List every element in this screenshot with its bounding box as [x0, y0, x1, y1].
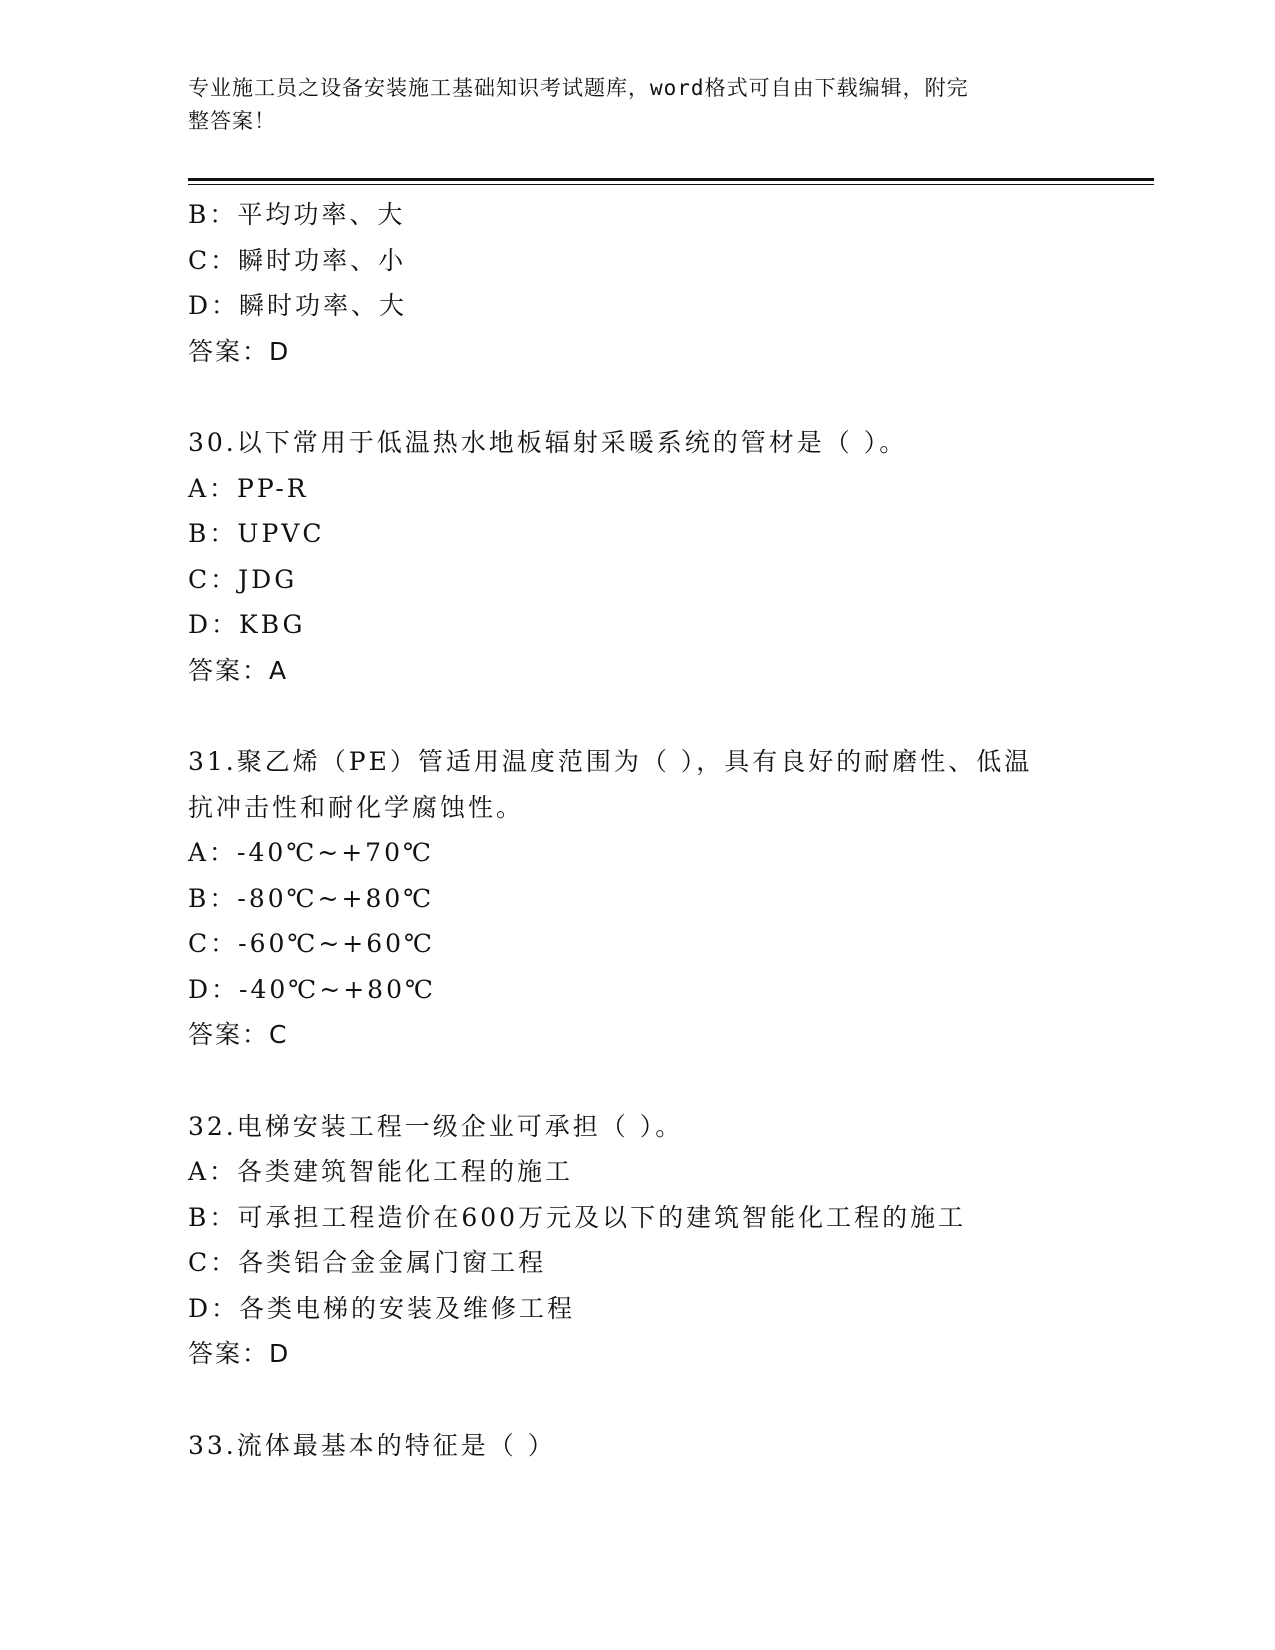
question-30: [188, 420, 1108, 693]
header-rule-thin: [188, 184, 1154, 185]
option-d: D：各类电梯的安装及维修工程: [188, 1293, 576, 1323]
answer-line: 答案：D: [188, 1339, 291, 1368]
option-c: C：各类铝合金金属门窗工程: [188, 1248, 547, 1277]
option-c: C：-60℃~+60℃: [188, 929, 436, 958]
option-b: B：UPVC: [188, 519, 325, 548]
header-line-2: 整答案！: [188, 109, 276, 133]
header-line-1: 专业施工员之设备安装施工基础知识考试题库，word格式可自由下载编辑，附完: [188, 76, 969, 100]
option-a: A：PP-R: [188, 473, 309, 503]
option-b: B：-80℃~+80℃: [188, 883, 435, 913]
option-d: D：-40℃~+80℃: [188, 974, 436, 1004]
question-31: [188, 739, 1108, 1058]
option-b: B：平均功率、大: [188, 200, 406, 229]
question-29-tail: [188, 192, 1108, 374]
question-stem: 30.以下常用于低温热水地板辐射采暖系统的管材是（ ）。: [188, 428, 908, 457]
header-rule-thick: [188, 178, 1154, 181]
question-33: [188, 1423, 1108, 1469]
option-c: C：JDG: [188, 564, 298, 594]
question-stem: 32.电梯安装工程一级企业可承担（ ）。: [188, 1111, 684, 1141]
option-d: D：KBG: [188, 610, 306, 639]
option-b: B：可承担工程造价在600万元及以下的建筑智能化工程的施工: [188, 1202, 967, 1232]
option-a: A：-40℃~+70℃: [188, 838, 434, 867]
option-c: C：瞬时功率、小: [188, 245, 407, 275]
answer-line: 答案：C: [188, 1020, 289, 1049]
question-stem: 33.流体最基本的特征是（ ）: [188, 1430, 556, 1460]
question-32: [188, 1104, 1108, 1377]
option-d: D：瞬时功率、大: [188, 291, 408, 320]
document-header: [188, 72, 1068, 138]
question-stem-line-1: 31.聚乙烯（PE）管适用温度范围为（ ），具有良好的耐磨性、低温: [188, 747, 1033, 776]
question-list: [188, 192, 1108, 1468]
answer-line: 答案：D: [188, 336, 291, 366]
option-a: A：各类建筑智能化工程的施工: [188, 1157, 574, 1186]
question-stem-line-2: 抗冲击性和耐化学腐蚀性。: [188, 792, 525, 822]
answer-line: 答案：A: [188, 655, 289, 685]
